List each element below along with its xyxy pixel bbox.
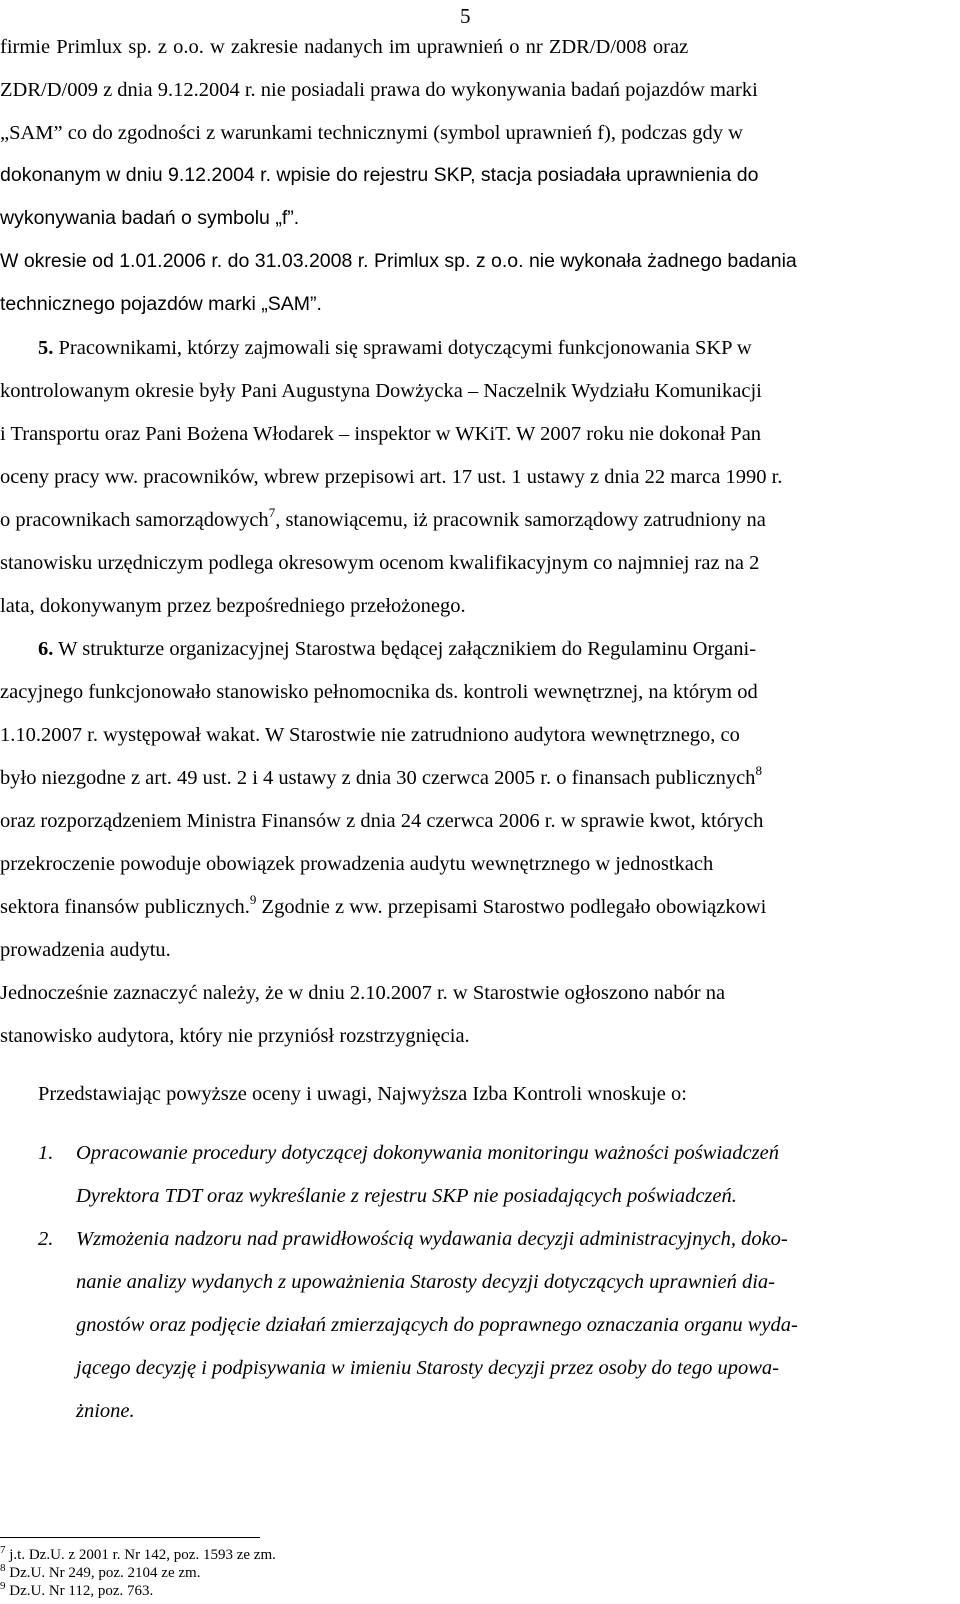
list-item-line: jącego decyzję i podpisywania w imieniu Starosty decyzji przez osoby do tego upowa- [76, 1357, 779, 1379]
list-item-line: Dyrektora TDT oraz wykreślanie z rejestru SKP nie posiadających poświadczeń. [76, 1185, 737, 1207]
paragraph-line: stanowisku urzędniczym podlega okresowym ocenom kwalifikacyjnym co najmniej raz na 2 [0, 552, 760, 574]
paragraph-line: dokonanym w dniu 9.12.2004 r. wpisie do rejestru SKP, stacja posiadała uprawnienia do [0, 164, 759, 186]
section-5-line: 5. Pracownikami, którzy zajmowali się sprawami dotyczącymi funkcjonowania SKP w [38, 337, 752, 359]
list-item-number: 2. [38, 1228, 54, 1250]
paragraph-line: i Transportu oraz Pani Bożena Włodarek – inspektor w WKiT. W 2007 roku nie dokonał Pan [0, 423, 762, 445]
conclusion-intro: Przedstawiając powyższe oceny i uwagi, Najwyższa Izba Kontroli wnoskuje o: [38, 1083, 687, 1105]
paragraph-line: o pracownikach samorządowych$^7$, stanowiącemu, iż pracownik samorządowy zatrudniony na [0, 505, 766, 531]
section-number: 5. [38, 337, 54, 359]
paragraph-line: firmie Primlux sp. z o.o. w zakresie nadanych im uprawnień o nr ZDR/D/008 oraz [0, 36, 689, 58]
paragraph-line: przekroczenie powoduje obowiązek prowadzenia audytu wewnętrznego w jednostkach [0, 853, 714, 875]
list-item-line: nanie analizy wydanych z upoważnienia Starosty decyzji dotyczących uprawnień dia- [76, 1271, 775, 1293]
section-6-line: 6. W strukturze organizacyjnej Starostwa będącej załącznikiem do Regulaminu Organi- [38, 638, 757, 660]
list-item-line: Wzmożenia nadzoru nad prawidłowością wydawania decyzji administracyjnych, doko- [76, 1228, 788, 1250]
paragraph-line: lata, dokonywanym przez bezpośredniego przełożonego. [0, 595, 466, 617]
paragraph-line: 1.10.2007 r. występował wakat. W Starostwie nie zatrudniono audytora wewnętrznego, co [0, 724, 740, 746]
list-item-line: Opracowanie procedury dotyczącej dokonywania monitoringu ważności poświadczeń [76, 1142, 779, 1164]
footnote-ref: 9 [249, 892, 257, 907]
paragraph-line: wykonywania badań o symbolu „f”. [0, 207, 300, 229]
footnote-separator [0, 1537, 260, 1538]
paragraph-line: W okresie od 1.01.2006 r. do 31.03.2008 r. Primlux sp. z o.o. nie wykonała żadnego badania [0, 250, 797, 272]
list-item-line: żnione. [76, 1400, 135, 1422]
paragraph-line: prowadzenia audytu. [0, 939, 171, 961]
footnote: $^9$ Dz.U. Nr 112, poz. 763. [0, 1580, 154, 1599]
footnote: $^8$ Dz.U. Nr 249, poz. 2104 ze zm. [0, 1562, 201, 1581]
paragraph-line: oceny pracy ww. pracowników, wbrew przepisowi art. 17 ust. 1 ustawy z dnia 22 marca 1990 r. [0, 466, 783, 488]
page-number: 5 [460, 4, 471, 28]
paragraph-line: ZDR/D/009 z dnia 9.12.2004 r. nie posiadali prawa do wykonywania badań pojazdów marki [0, 79, 758, 101]
paragraph-line: sektora finansów publicznych.$^9$ Zgodnie z ww. przepisami Starostwo podlegało obowiązkowi [0, 892, 767, 918]
paragraph-line: kontrolowanym okresie były Pani Augustyna Dowżycka – Naczelnik Wydziału Komunikacji [0, 380, 762, 402]
list-item-number: 1. [38, 1142, 54, 1164]
footnote-ref: 7 [268, 505, 276, 520]
paragraph-line: stanowisko audytora, który nie przyniósł rozstrzygnięcia. [0, 1025, 470, 1047]
paragraph-line: zacyjnego funkcjonowało stanowisko pełnomocnika ds. kontroli wewnętrznej, na którym od [0, 681, 758, 703]
paragraph-line: było niezgodne z art. 49 ust. 2 i 4 ustawy z dnia 30 czerwca 2005 r. o finansach publicznych$^8$ [0, 763, 762, 789]
paragraph-line: technicznego pojazdów marki „SAM”. [0, 293, 322, 315]
section-number: 6. [38, 638, 54, 660]
paragraph-line: „SAM” co do zgodności z warunkami technicznymi (symbol uprawnień f), podczas gdy w [0, 122, 743, 144]
footnote: $^7$ j.t. Dz.U. z 2001 r. Nr 142, poz. 1593 ze zm. [0, 1544, 276, 1563]
list-item-line: gnostów oraz podjęcie działań zmierzających do poprawnego oznaczania organu wyda- [76, 1314, 798, 1336]
paragraph-line: Jednocześnie zaznaczyć należy, że w dniu 2.10.2007 r. w Starostwie ogłoszono nabór na [0, 982, 726, 1004]
footnote-ref: 8 [755, 763, 762, 778]
paragraph-line: oraz rozporządzeniem Ministra Finansów z dnia 24 czerwca 2006 r. w sprawie kwot, których [0, 810, 764, 832]
